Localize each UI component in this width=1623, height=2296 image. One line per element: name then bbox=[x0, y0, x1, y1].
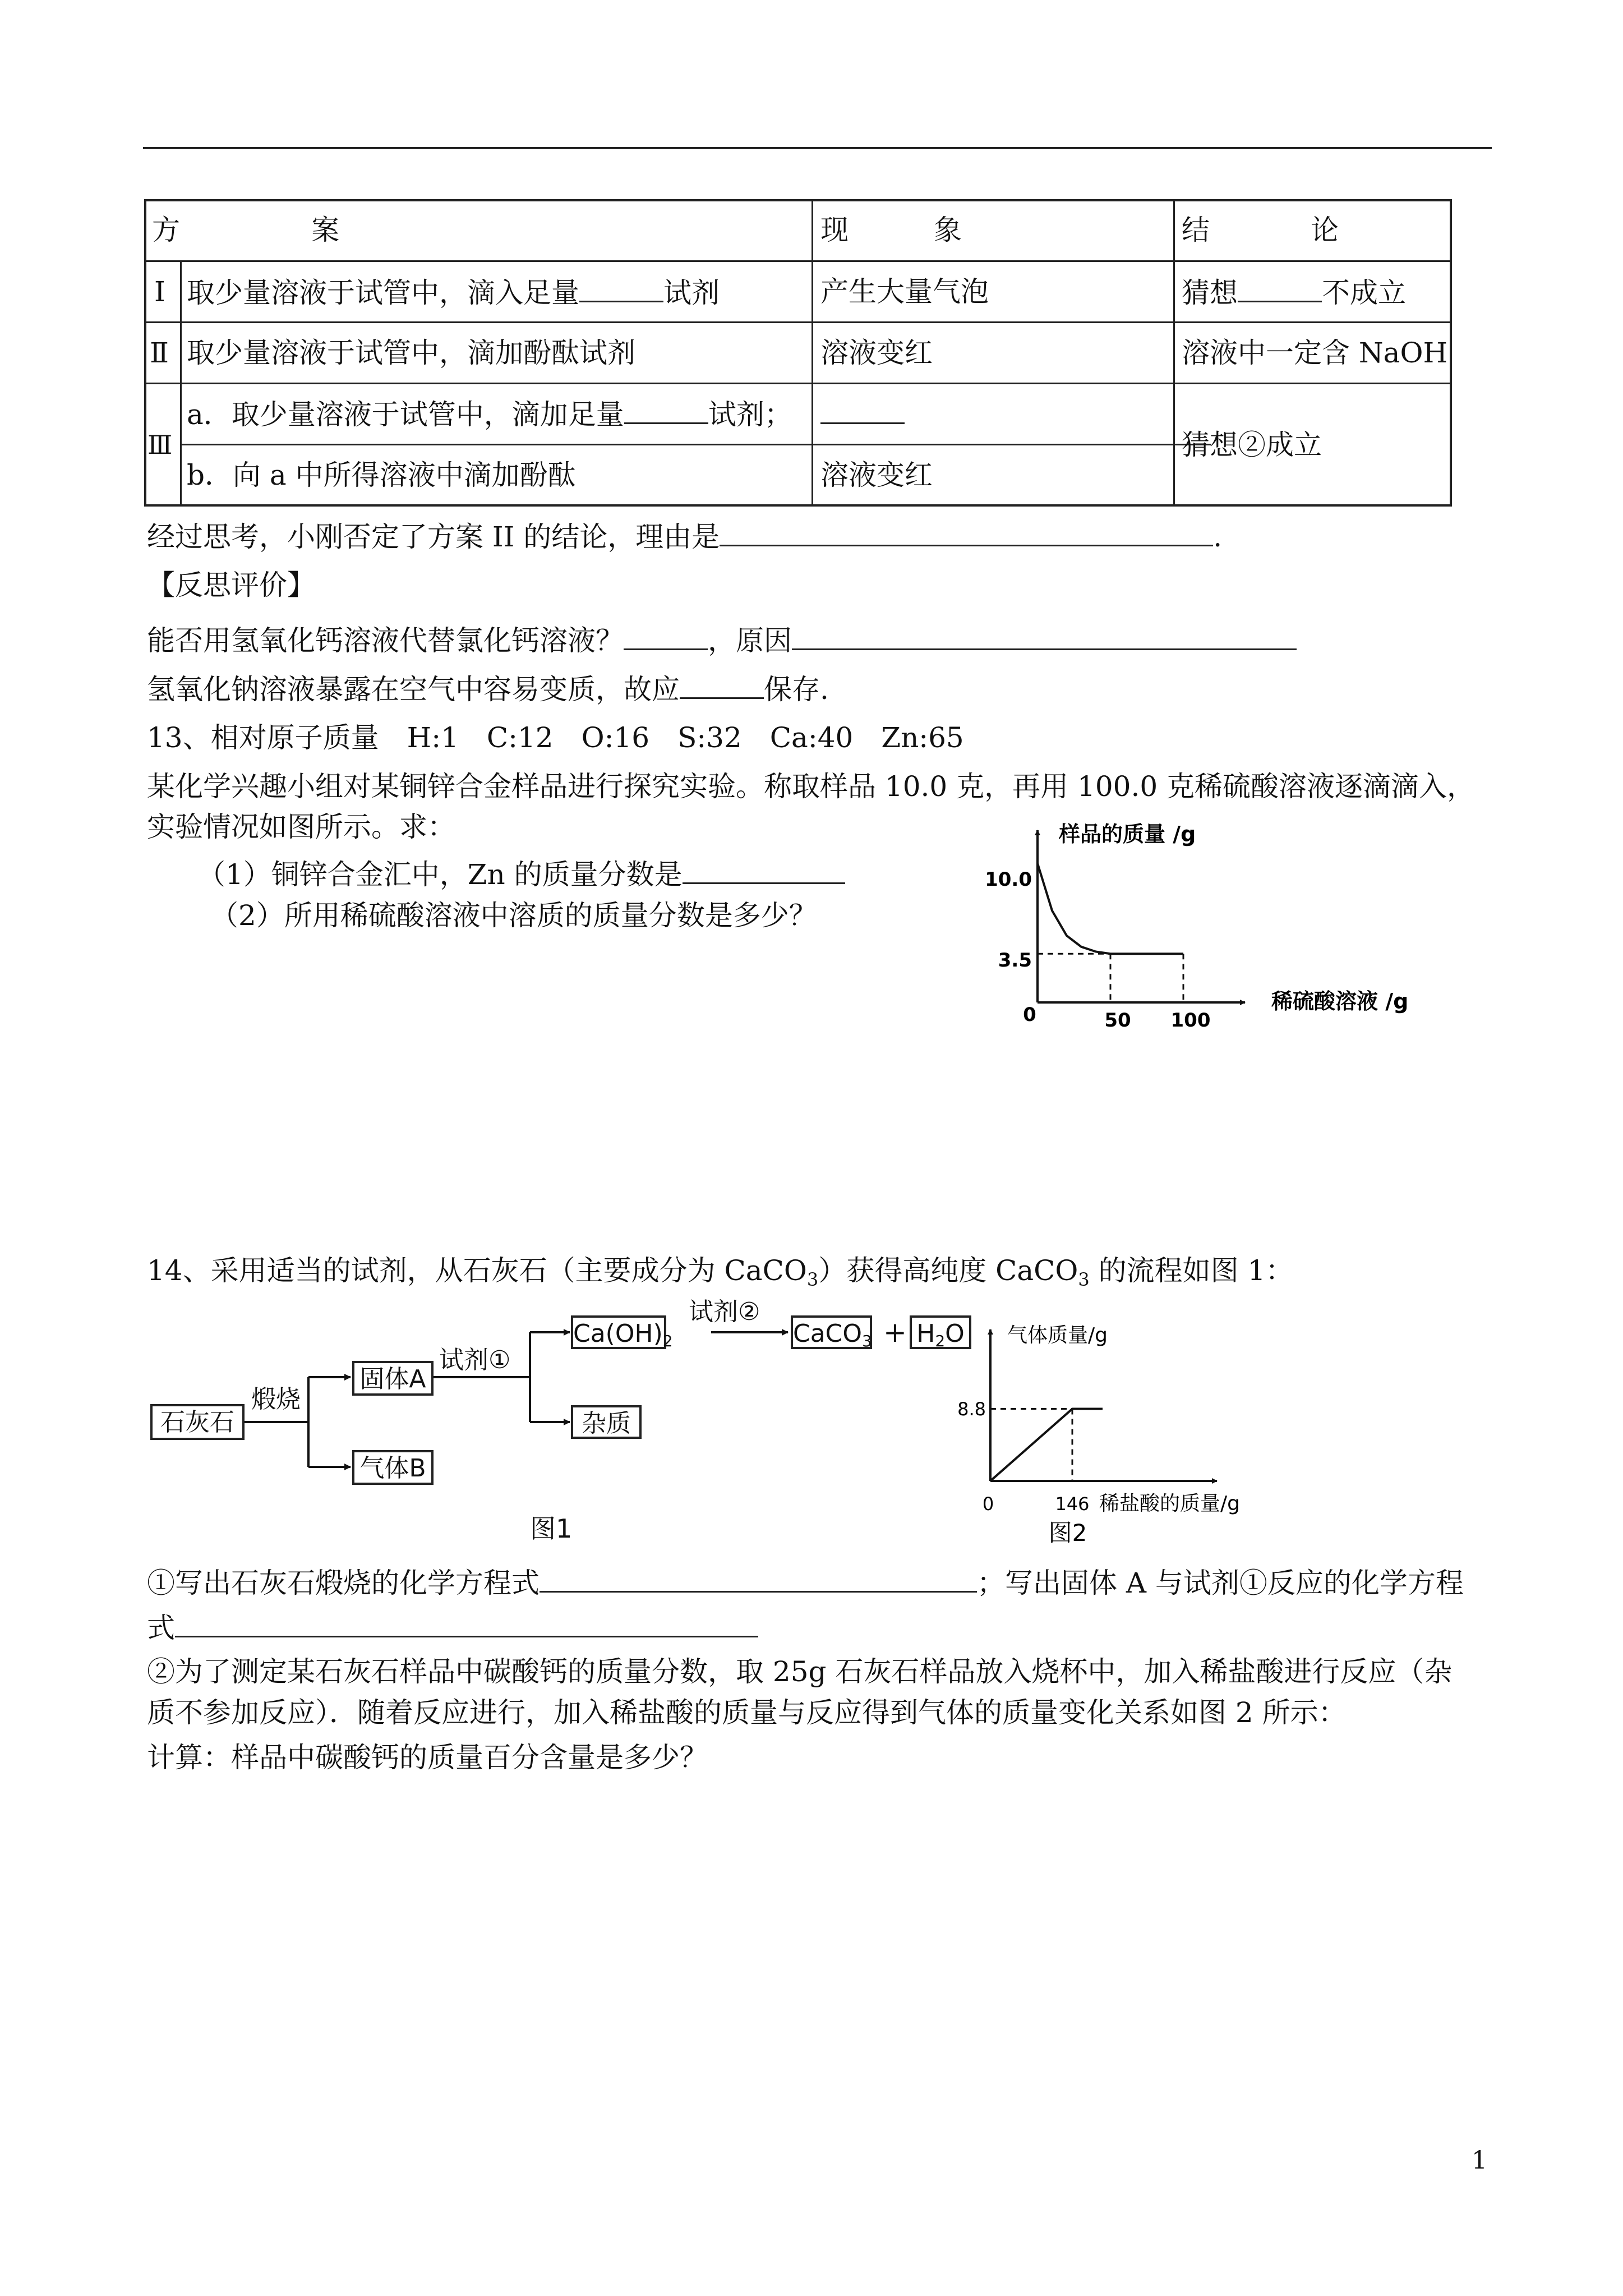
impurity-box: 杂质 bbox=[571, 1405, 642, 1439]
chart2-line bbox=[990, 1409, 1103, 1481]
q13-line-1: 某化学兴趣小组对某铜锌合金样品进行探究实验。称取样品 10.0 克，再用 100.0 克稀硫酸溶液逐滴滴入， bbox=[147, 770, 1476, 803]
row-3a-phenomenon bbox=[820, 397, 905, 431]
chart1-ytick-10: 10.0 bbox=[985, 868, 1032, 891]
row-3a-plan: a．取少量溶液于试管中，滴加足量 试剂； bbox=[187, 397, 792, 431]
q14-step-2-line-1: ②为了测定某石灰石样品中碳酸钙的质量分数，取 25g 石灰石样品放入烧杯中，加入稀盐酸进行反应（杂 bbox=[147, 1655, 1453, 1688]
row-2-conclusion: 溶液中一定含 NaOH bbox=[1182, 337, 1448, 369]
q14-step-1-cont: 式 bbox=[147, 1610, 758, 1645]
row-2-phenomenon: 溶液变红 bbox=[820, 337, 933, 369]
row-3b-plan: b．向 a 中所得溶液中滴加酚酞 bbox=[187, 459, 576, 491]
row-2-id: Ⅱ bbox=[150, 337, 169, 369]
caoh2-box: Ca(OH)2 bbox=[571, 1315, 666, 1349]
row-2-plan: 取少量溶液于试管中，滴加酚酞试剂 bbox=[187, 337, 635, 369]
chart1-curve bbox=[1038, 863, 1183, 954]
plus-sign: + bbox=[883, 1316, 907, 1349]
h2o-box: H2O bbox=[910, 1315, 971, 1349]
gas-mass-chart bbox=[953, 1318, 1267, 1554]
q14-intro: 14、采用适当的试剂，从石灰石（主要成分为 CaCO$_3$）获得高纯度 CaCO$_3$ 的流程如图 1： bbox=[147, 1254, 1294, 1290]
think-line: 经过思考，小刚否定了方案 II 的结论，理由是 . bbox=[147, 519, 1222, 554]
chart2-x-label: 稀盐酸的质量/g bbox=[1099, 1492, 1240, 1515]
row-1-conclusion: 猜想 不成立 bbox=[1182, 275, 1406, 310]
sample-mass-chart bbox=[976, 819, 1458, 1043]
header-conclusion-1: 结 bbox=[1182, 214, 1210, 246]
chart1-xtick-50: 50 bbox=[1104, 1009, 1131, 1032]
header-plan-2: 案 bbox=[311, 214, 339, 246]
figure-1-caption: 图1 bbox=[530, 1513, 573, 1544]
chart1-origin: 0 bbox=[1023, 1004, 1036, 1026]
row-1-phenomenon: 产生大量气泡 bbox=[820, 275, 989, 308]
header-phenomenon-1: 现 bbox=[820, 214, 849, 246]
limestone-box: 石灰石 bbox=[150, 1404, 245, 1440]
solid-a-box: 固体A bbox=[352, 1361, 434, 1396]
q13-atomic-masses: 13、相对原子质量 H:1 C:12 O:16 S:32 Ca:40 Zn:65 bbox=[147, 721, 964, 754]
caco3-box: CaCO3 bbox=[791, 1315, 872, 1349]
reagent-2-label: 试剂② bbox=[689, 1297, 760, 1326]
reflect-q2: 氢氧化钠溶液暴露在空气中容易变质，故应 保存. bbox=[147, 671, 829, 706]
experiment-table bbox=[144, 199, 1452, 507]
row-3b-phenomenon: 溶液变红 bbox=[820, 459, 933, 491]
q13-line-2: 实验情况如图所示。求： bbox=[147, 811, 455, 843]
chart1-y-label: 样品的质量 /g bbox=[1059, 822, 1196, 846]
reflect-q1: 能否用氢氧化钙溶液代替氯化钙溶液？ ，原因 bbox=[147, 623, 1297, 657]
row-1-id: Ⅰ bbox=[154, 275, 165, 308]
chart2-xtick-146: 146 bbox=[1055, 1493, 1090, 1515]
q14-step-2-line-2: 质不参加反应）．随着反应进行，加入稀盐酸的质量与反应得到气体的质量变化关系如图 2 所示： bbox=[147, 1696, 1347, 1729]
page-number: 1 bbox=[1472, 2146, 1487, 2175]
row-1-plan: 取少量溶液于试管中，滴入足量 试剂 bbox=[187, 275, 720, 310]
chart2-origin: 0 bbox=[982, 1493, 994, 1515]
row-3-conclusion: 猜想②成立 bbox=[1182, 429, 1322, 461]
q14-step-2-line-3: 计算：样品中碳酸钙的质量百分含量是多少？ bbox=[147, 1741, 708, 1774]
q13-part-1: （1）铜锌合金汇中，Zn 的质量分数是 bbox=[197, 857, 845, 891]
gas-b-box: 气体B bbox=[352, 1450, 434, 1485]
chart2-ytick-8.8: 8.8 bbox=[957, 1398, 986, 1420]
chart2-y-label: 气体质量/g bbox=[1007, 1324, 1108, 1347]
header-phenomenon-2: 象 bbox=[934, 214, 962, 246]
q13-part-2: （2）所用稀硫酸溶液中溶质的质量分数是多少？ bbox=[210, 899, 817, 932]
chart1-x-label: 稀硫酸溶液 /g bbox=[1271, 989, 1409, 1014]
calcine-label: 煅烧 bbox=[251, 1385, 301, 1414]
figure-2-caption: 图2 bbox=[1048, 1519, 1087, 1547]
reagent-1-label: 试剂① bbox=[439, 1346, 511, 1374]
row-3-id: Ⅲ bbox=[147, 430, 173, 460]
header-conclusion-2: 论 bbox=[1311, 214, 1339, 246]
header-plan-1: 方 bbox=[152, 214, 180, 246]
header-rule bbox=[143, 147, 1492, 149]
reflect-heading: 【反思评价】 bbox=[147, 569, 315, 601]
chart1-xtick-100: 100 bbox=[1170, 1009, 1211, 1032]
q14-step-1: ①写出石灰石煅烧的化学方程式 ；写出固体 A 与试剂①反应的化学方程 bbox=[147, 1565, 1464, 1600]
chart1-ytick-3.5: 3.5 bbox=[998, 949, 1032, 972]
